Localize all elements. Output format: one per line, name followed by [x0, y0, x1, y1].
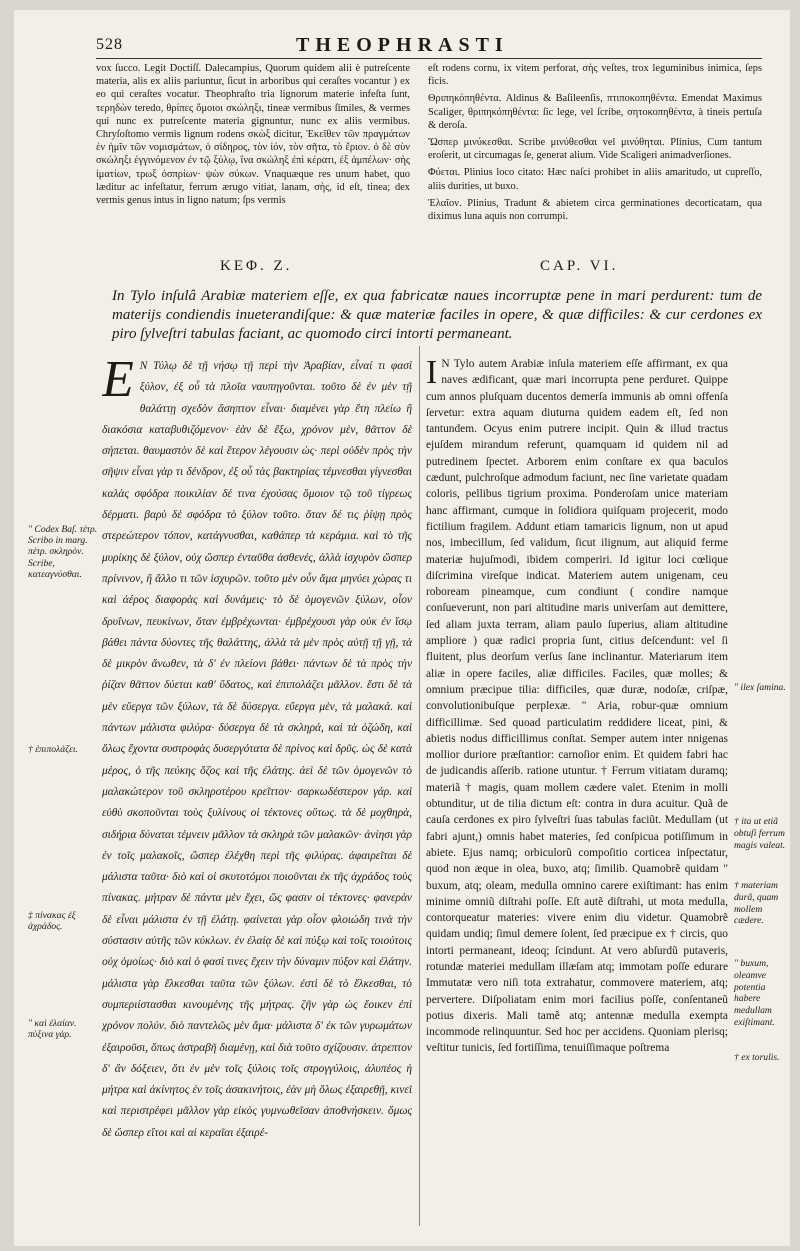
chapter-heading-greek: ΚΕΦ. Ζ.	[220, 258, 293, 274]
chapter-summary: In Tylo inſulâ Arabiæ materiem eſſe, ex qua fabricatæ naues incorruptæ pene in mari perdurent: tum de materijs condiendis inueterandiſque: & quæ materiæ faciles in opere, & quæ difficiles: & cur cerdones ex piro ſylveſtri tabulas faciant, ac quomodo circi intorti permaneant.	[112, 288, 762, 342]
column-divider	[419, 346, 420, 1226]
right-marginal-note: † materiam durã, quam mollem cædere.	[734, 880, 779, 927]
notes-right-column	[428, 62, 762, 227]
left-marginal-note: † ἐπιπολάζει.	[28, 744, 78, 755]
note-paragraph: Ἐλαῖον. Plinius, Tradunt & abietem circa germinationes decorticatam, qua diximus luna aquis non corrumpi.	[428, 197, 762, 223]
latin-body-text: N Tylo autem Arabiæ inſula materiem eſſe affirmant, ex qua naves ædificant, quæ mari incorrupta pene perduret. Quippe cum annos pluſquam ducentos demerſa immunis ab omni offenſa ſervetur: extra aquam diuturna quidem eadem eſt, ſed non tantundem. Ocyus enim putrere incipit. Quin & illud tractus ejuſdem mirandum referunt, quamquam id quidem nil ad putredinem ſpectet. Arborem enim conſtare ex qua baculos cædunt, pulchroſque admodum faciunt, nec ſine varietate quadam coloris, pellibus tigrium proxima. Ponderoſam unice materiam hanc affirmant, cumque in ſolidiora quiſquam projecerit, modo fictilium fragilem. Addunt etiam tamaricis lignum, non ut apud nos, imbecillum, ſed validum, ſicut ilignum, aut aliquid ferme materiæ hujuſmodi, ibidem comperiri. Id igitur loci cœlique diſcrimina vireſque indicat. Materiem autem unigenam, ceu roboream pineamque, cum condiunt ( condire namque conſueverunt, non pari altitudine maris univerſam aut demittere, ſed aliam juxta terram, aliam paulo ſuperius, aliam altitudine ampliore ) quæ radici propria ſunt, citius deſcendunt: vel ſi fluitent, plus deorſum verſus ſane inclinantur. Materiarum item aliæ in opere faciles, aliæ difficiles. Faciles, quæ molles; & omnium præcipue tilia: difficiles, quæ duræ, nodoſæ, criſpæ, convolutionibuſque perplexæ. " Aria, robur-quæ omnium difficillimæ. Sed quoad particulatim reddidere liceat, pini, & abietis nodus difficillimus conſtat. Semper autem inter nnigenas mollior duriore præſtantior: carnoſior enim. Et quidem fabri hac de judicandis aſſerib. ratione utuntur. † Ferrum vitiatam duramq; materiã † magis, quam mollem cædere valet. Etenim in molli obtunditur, ut de tilia dictum eſt: contra in dura acuitur. Quã de cauſa cerdones ex piro ſylveſtri ſuas tabulas faciũt. Medullam (ut fabri ajunt,) omnis habet materies, ſed conſpicua potiſſimum in abiete. Ejus namq; orbiculorũ compoſitio corticea inſpectatur, quod non æque in olea, buxo, atq; ſimilib. Quamobrẽ quidam " buxum, atq; oleam, medulla omnino carere exiſtimant: has enim minime omniũ diſtrahi poſſe. Eſt autẽ diſtrahi, ut mota medulla, contorqueatur materies: vivere enim diu videtur. Quamobrẽ quidam undiq; ſimul demere ſolent, ſed præcipue ex † circis, quo intorti permaneant, ideoq; ſcindunt. At vero abſurdũ putaveris, rotundæ materiei medullam illæſam atq; immotam poſſe edurare Immutatæ vero niſi tota extrahatur, commovere materiem, atq; pervertere. Diſpoliatam enim mori facilius poſſe, conſentaneũ potius dixeris. Mali tamẽ atq; antennæ medulla exempta incommode relinquuntur. Sed hoc per accidens. Quoniam plerisq; veſtitur tunicis, ſed fortiſſima, tenuiſſimaque poſtrema	[426, 358, 728, 1055]
drop-cap: I	[426, 356, 438, 391]
right-marginal-note: † ita ut etiã obtuſi ferrum magis valeat.	[734, 816, 786, 851]
note-paragraph: Θριπηκόπηθέντα. Aldinus & Baſileenſis, πτιποκοπηθέντα. Emendat Maximus Scaliger, θριπηκόπηθέντα: ſic lege, vel ſcribe, σητοκοπηθέντα, à tineis pertuſa & deroſa.	[428, 93, 762, 131]
greek-text-column	[102, 356, 412, 1236]
right-marginal-note: † ex torulis.	[734, 1052, 780, 1063]
right-marginal-note: " buxum, oleamve potentia habere medullam exiſtimant.	[734, 958, 775, 1028]
running-title: THEOPHRASTI	[296, 34, 509, 56]
left-marginal-note: " Codex Baſ. τέτρ. Scribo in marg. πέτρ. σκληρὸν. Scribe, κατεαγνύσθαι.	[28, 524, 98, 580]
note-paragraph: Ὥσπερ μινύκεσθαι. Scribe μινύθεσθαι vel μινύθηται. Plinius, Cum tantum eroſerit, ut circumagas ſe, generat alium. Vide Scaligeri animadverſiones.	[428, 137, 762, 162]
chapter-heading-latin: CAP. VI.	[540, 258, 619, 274]
right-marginal-note: " ilex ſamina.	[734, 682, 786, 693]
header-rule	[96, 58, 762, 59]
page-number: 528	[96, 36, 123, 53]
note-paragraph: Φύεται. Plinius loco citato: Hæc naſci prohibet in aliis amaritudo, ut cupreſſo, aliis durities, ut buxo.	[428, 167, 762, 192]
latin-text-column	[426, 356, 728, 1236]
left-marginal-note: ‡ πίνακας ἐξ ἀχράδος.	[28, 910, 76, 933]
note-paragraph: vox ſucco. Legit Doctiſſ. Dalecampius, Quorum quidem alii è putreſcente materia, alis ex aliis pariuntur, ſicut in arboribus qui ceraſtes vocantur ) ex eo qui ceraſtes vocatur. Theophraſto tria lignorum materie infeſta ſunt, τερηδὼν teredo, θρίπες ὅμοιοι σκώληξι, tineæ vermibus ſimiles, & vermes qui nunc ex putreſcente materia gignuntur, nunc ex aliis vermibus. Chryſoſtomo vermis lignum rodens σκὼξ dicitur, Ἐκεῖθεν τῶν πραγμάτων ἐν ἡμῖν τῶν νομισμάτων, ὁ σίδηρος, τὸν ἰόν, τὸν σῆτα, τὸ ἔριον. ὁ δὲ σὺν σκώληξι ἐγγινόμενον ἐν τῷ ξύλῳ, ἵνα σκώληξ ἐπὶ κέρατι, ἐξ ἀμπέλων· σὴς ἱματίων, τρωξ ὀσπρίων· ψὼν σύκων. Vnaquæque res unum habet, quo læditur ac infeſtatur, ferrum ærugo vitiat, lanam, σὴς, id eſt, tinea; dex vermis genus intus in ligno natum; ſps vermis	[96, 63, 410, 207]
notes-left-column	[96, 62, 410, 211]
greek-body-text: Ν Τύλῳ δὲ τῇ νήσῳ τῇ περὶ τὴν Ἀραβίαν, εἶναί τι φασὶ ξύλον, ἐξ οὗ τὰ πλοῖα ναυπηγοῦνται. τοῦτο δὲ ἐν μὲν τῇ θαλάττῃ σχεδὸν ἄσηπτον εἶναι· διαμένει γὰρ ἔτη πλείω ἢ διακόσια καταβυθιζόμενον· ἐὰν δὲ ἔξω, χρόνον μὲν, θᾶττον δὲ σήπεται. θαυμαστὸν δὲ καὶ ἕτερον λέγουσιν ὡς· περὶ οὐδὲν πρὸς τὴν σῆψιν εἶναι γὰρ τι δένδρον, ἐξ οὗ τὰς βακτηρίας τέμνεσθαι γίγνεσθαι καλὰς σφόδρα ποικιλίαν δέ τινα ἐχούσας ὅμοιον τῷ τοῦ τίγρεως δέρματι. βαρὺ δὲ σφόδρα τὸ ξύλον τοῦτο. ὅταν δέ τις ῥίψῃ πρὸς στερεώτερον τόπον, κατάγνυσθαι, καθάπερ τὰ κεράμια. καὶ τὸ τῆς μυρίκης δὲ ξύλον, οὐχ ὥσπερ ἐνταῦθα ἀσθενές, ἀλλὰ ἰσχυρὸν ὥσπερ πρίνινον, ἢ ἄλλο τι τῶν ἰσχυρῶν. τοῦτο μὲν οὖν ἅμα μηνύει χώρας τι καὶ ἀέρος διαφορὰς καὶ δυνάμεις· τὸ δὲ ὁμογενῶν ξύλων, οἷον δρυΐνων, πευκίνων, ὅταν ἐμβρέχωνται· ἐμβρέχουσι γὰρ οὐκ ἐν ἴσῳ βάθει πάντα δύοντες τῆς θαλάττης, ἀλλὰ τὰ μὲν πρὸς αὐτῇ τῇ γῇ, τὰ δὲ μικρὸν ἄνωθεν, τὰ δ' ἐν πλείονι βάθει· πάντων δὲ τὰ πρὸς τὴν ῥίζαν θᾶττον δύεται καθ' ὕδατος, καὶ ἐπιπολάζει μᾶλλον. ἔστι δὲ τὰ μὲν εὔεργα τῶν ξύλων, τὰ δὲ δύσεργα. εὔεργα μὲν, τὰ μαλακά. καὶ πάντων μάλιστα φιλύρα· δύσεργα δὲ τὰ σκληρά, καὶ τὰ ὀζώδη, καὶ ὅλως ἔχοντα συστροφὰς δυσεργότατα δὲ πρίνος καὶ δρῦς. ὡς δὲ κατὰ μέρος, ὁ τῆς πεύκης ὄζος καὶ τῆς ἐλάτης. ἀεὶ δὲ τῶν ὁμογενῶν τὸ μαλακώτερον τοῦ σκληροτέρου κρεῖττον· σαρκωδέστερον γάρ. καὶ εὐθὺ σκοποῦνται τοὺς ξυλίνους οἱ τέκτονες οὕτως. τὰ δὲ μοχθηρὰ, σιδήρια δύναται τέμνειν μᾶλλον τὰ σκληρὰ τῶν μαλακῶν· ἀνίησι γὰρ ἐν τοῖς μαλακοῖς, ὥσπερ ἐλέχθη περὶ τῆς φιλύρας. ἀφαιρεῖται δὲ μάλιστα ταῦτα· διὸ καὶ οἱ σκυτοτόμοι ποιοῦνται ἐκ τῆς ἀχράδος τοὺς πίνακας. μήτραν δὲ πάντα μὲν ἔχει, ὥς φασιν οἱ τέκτονες· φανερὰν δὲ εἶναι μάλιστα ἐν τῇ ἐλάτῃ. φαίνεται γὰρ οἷον φλοιώδη τινὰ τὴν σύστασιν αὐτῆς τῶν κύκλων. ἐν ἐλαίᾳ δὲ καὶ πύξῳ καὶ τοῖς τοιούτοις οὐχ ὁμοίως· διὸ καὶ ὁ φασί τινες ἔχειν τὴν δύναμιν πύξον καὶ ἐλάτην. μάλιστα γὰρ ἕλκεσθαι ταῦτα τῶν ξύλων. ἐστὶ δὲ τὸ ἕλκεσθαι, τὸ συμπεριίστασθαι κινουμένης τῆς μήτρας. ζῆν γὰρ ὡς ἔοικεν ἐπὶ χρόνον πολύν. διὸ παντελῶς μὲν ἅμα· μάλιστα δ' ἐκ τῶν γυρωμάτων ἐξαιροῦσι, ὅπως ἀστραβῆ διαμένῃ, καὶ διὰ τοῦτο σχίζουσιν. ἀτρεπτον δ' ἂν δόξειεν, ὅτι ἐν μὲν τοῖς ξύλοις τοῖς στρογγύλοις, ἀλυπέος ἡ μήτρα καὶ ἀκίνητος ἐν τοῖς ἀσακινήτοις, ἐὰν μὴ ὅλως ἐξαιρεθῇ, κινεῖ καὶ περιστρέφει μᾶλλον γὰρ εἰκὸς γυμνωθεῖσαν ἀποθνήσκειν. ὅμως δὲ ὥσπερ εἴτοι καὶ αἱ κεραῖαι ἐξαιρέ-	[102, 360, 412, 1139]
left-marginal-note: " καὶ ἐλαίαν. πύξινα γὰρ.	[28, 1018, 77, 1041]
note-paragraph: eſt rodens cornu, ix vitem perforat, σὴς veſtes, trox leguminibus inimica, ſeps ficis.	[428, 63, 762, 88]
drop-cap: Ε	[102, 356, 134, 408]
